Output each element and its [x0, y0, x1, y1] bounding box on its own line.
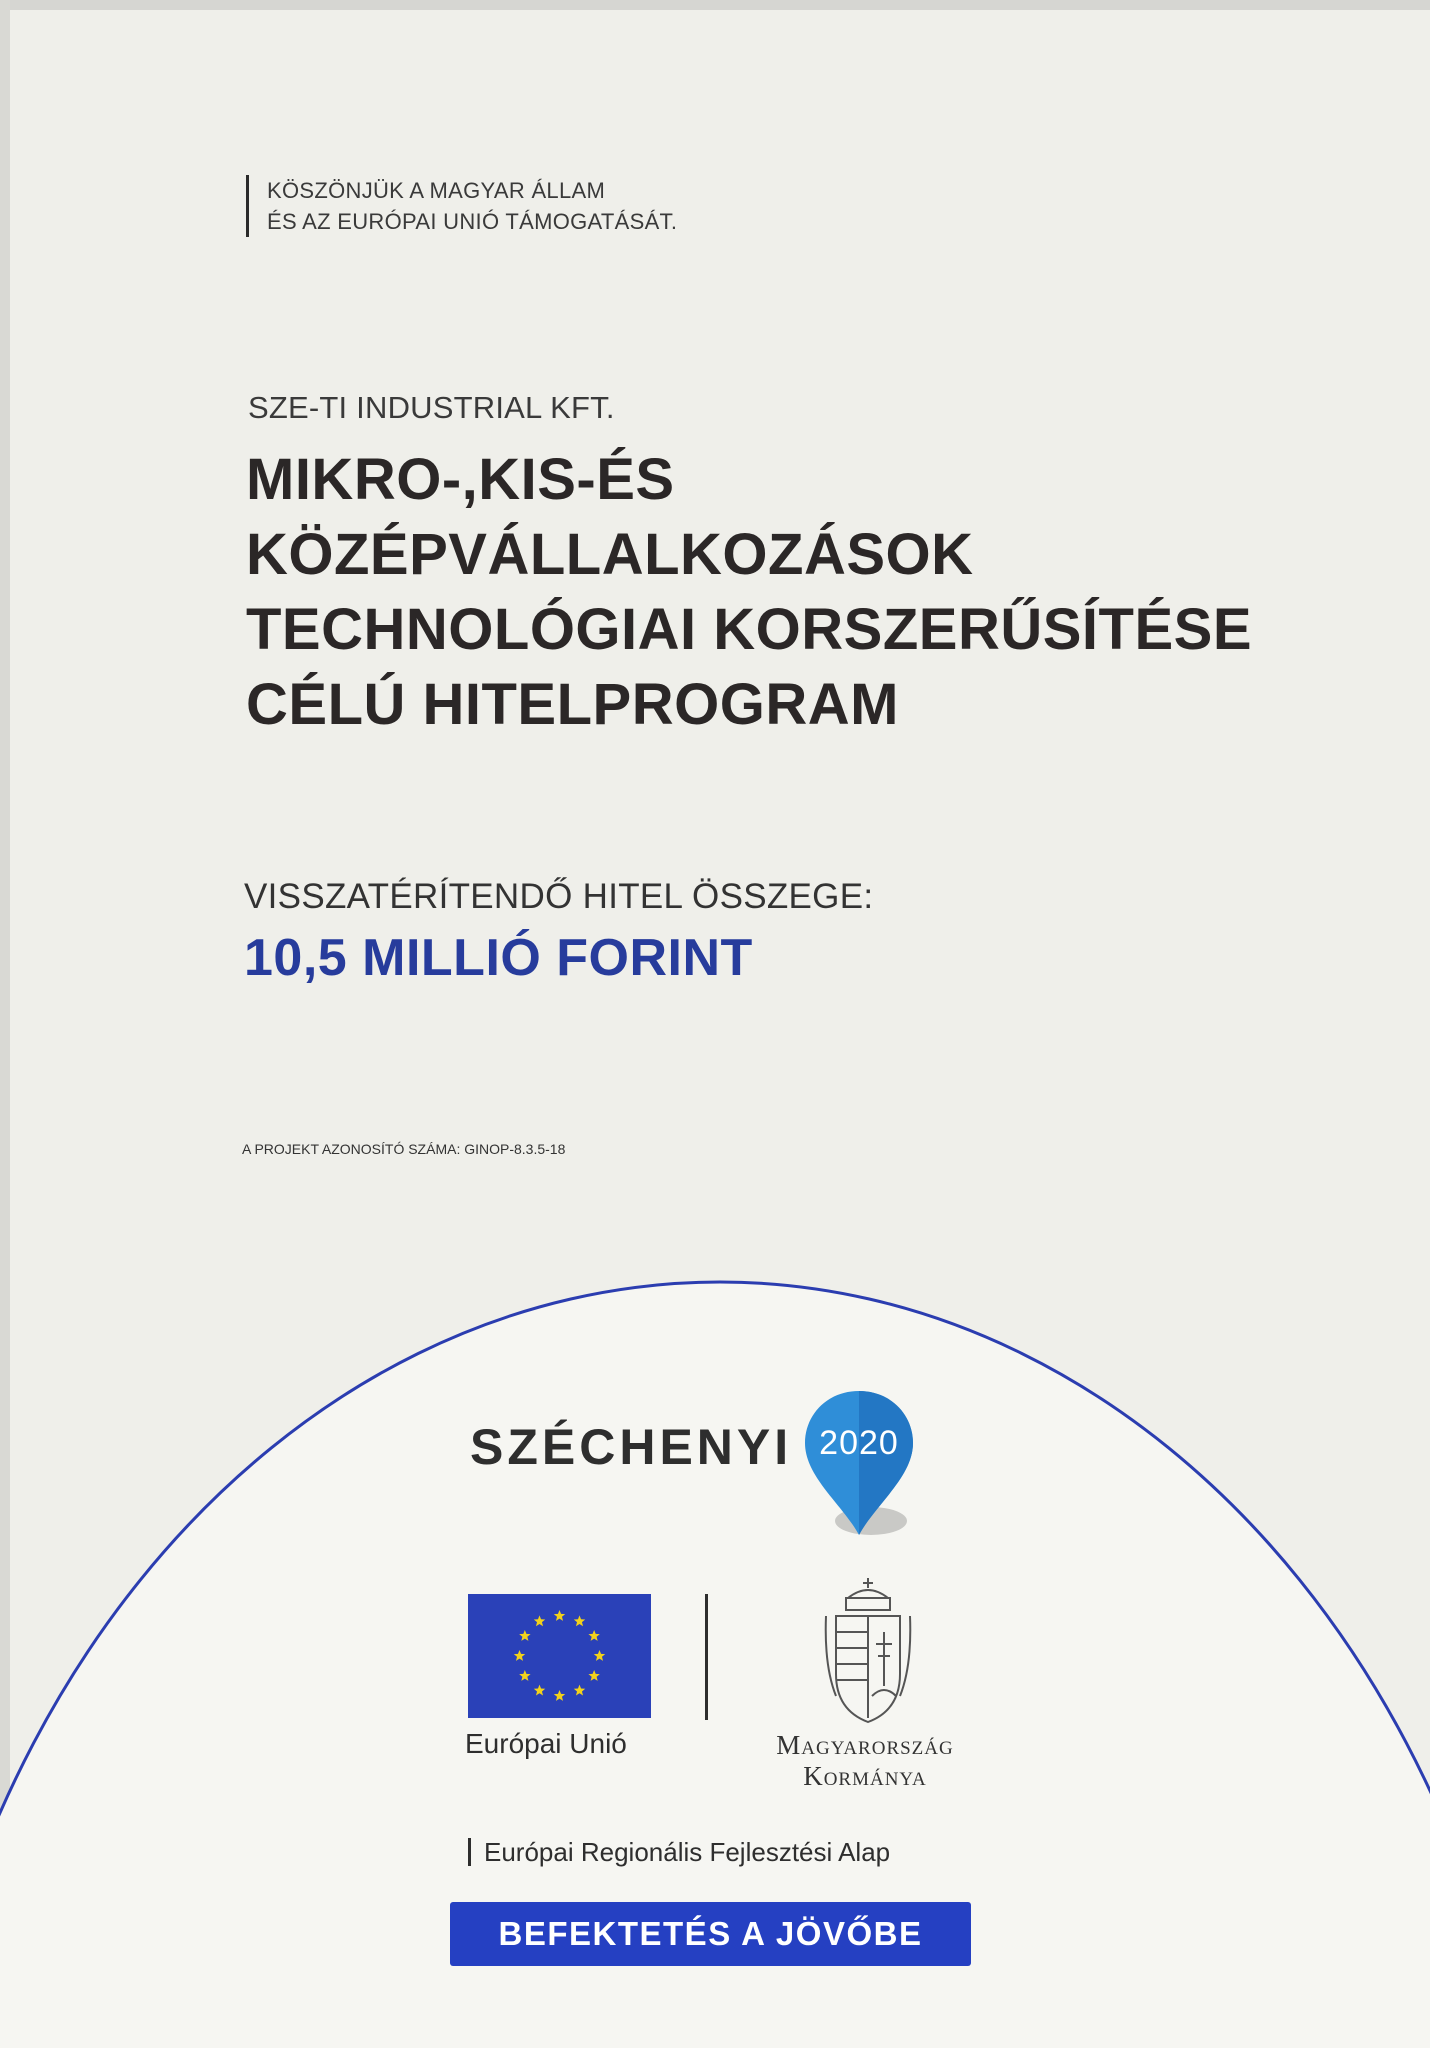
project-title-line-2: KÖZÉPVÁLLALKOZÁSOK [246, 522, 974, 587]
acknowledgement-line-2: ÉS AZ EURÓPAI UNIÓ TÁMOGATÁSÁT. [267, 209, 678, 234]
project-title-line-4: CÉLÚ HITELPROGRAM [246, 672, 899, 737]
loan-amount-label: VISSZATÉRÍTENDŐ HITEL ÖSSZEGE: [244, 877, 874, 916]
project-title-line-1: MIKRO-,KIS-ÉS [246, 447, 675, 512]
project-id: A PROJEKT AZONOSÍTÓ SZÁMA: GINOP-8.3.5-18 [242, 1141, 566, 1157]
szechenyi-pin-icon [803, 1385, 923, 1545]
government-label-line-1: Magyarország [776, 1730, 954, 1760]
hungarian-coat-of-arms-icon [822, 1576, 914, 1726]
project-title-line-3: TECHNOLÓGIAI KORSZERŰSÍTÉSE [246, 597, 1253, 662]
government-label-line-2: Kormánya [803, 1761, 927, 1791]
loan-amount-value: 10,5 MILLIÓ FORINT [244, 929, 753, 987]
company-name: SZE-TI INDUSTRIAL KFT. [248, 390, 615, 425]
szechenyi-year: 2020 [819, 1424, 899, 1462]
szechenyi-logo-text: SZÉCHENYI [470, 1419, 793, 1475]
eu-flag-icon [468, 1594, 651, 1718]
eu-label: Európai Unió [465, 1728, 627, 1759]
acknowledgement-line-1: KÖSZÖNJÜK A MAGYAR ÁLLAM [267, 178, 606, 203]
fund-label: Európai Regionális Fejlesztési Alap [468, 1838, 890, 1866]
investment-banner: BEFEKTETÉS A JÖVŐBE [450, 1902, 971, 1966]
logo-divider [705, 1594, 708, 1720]
